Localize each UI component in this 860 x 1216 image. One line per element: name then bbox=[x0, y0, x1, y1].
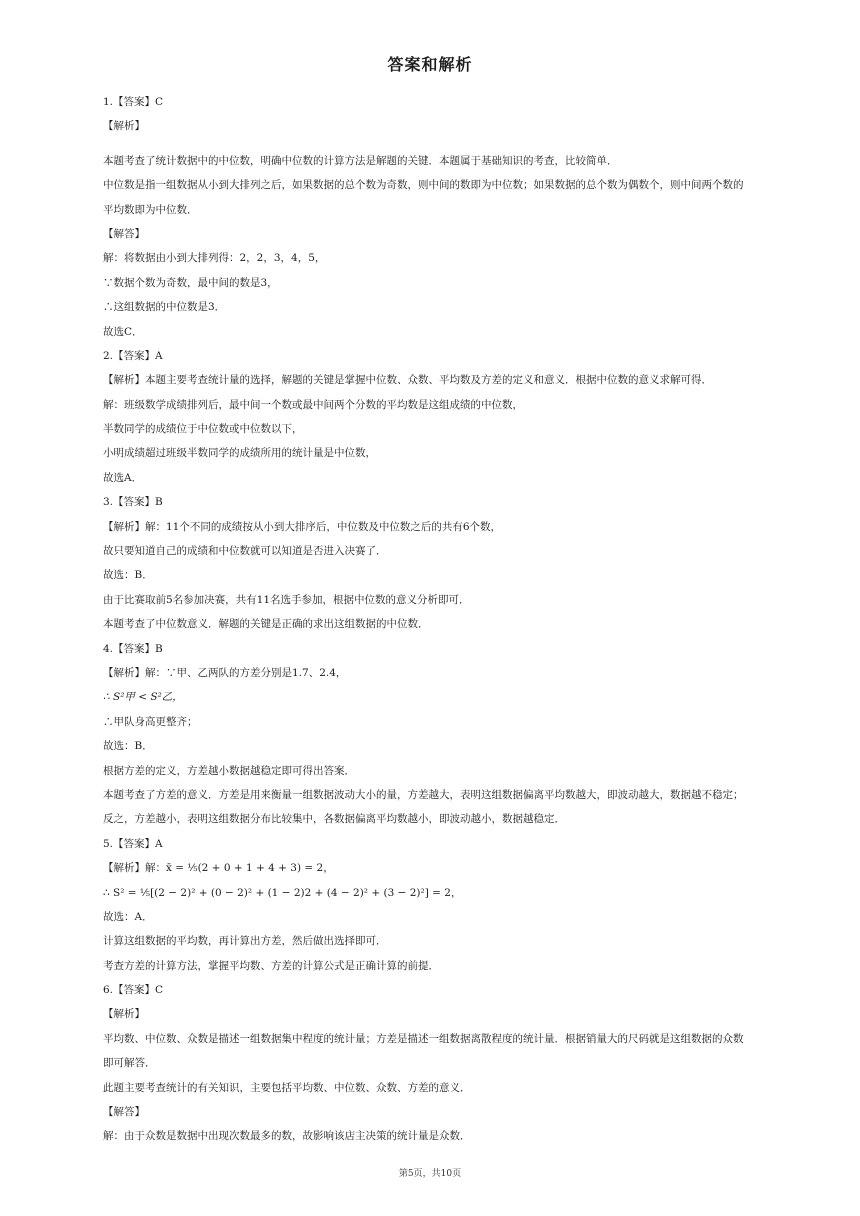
variance-formula: ∴ S² = ⅕[(2 − 2)² + (0 − 2)² + (1 − 2)2 + (4 − 2)² + (3 − 2)²] = 2， bbox=[103, 886, 462, 899]
analysis-label: 【解析】 bbox=[103, 120, 145, 133]
text-line: ∴甲队身高更整齐； bbox=[103, 715, 198, 728]
answer-2-heading: 2.【答案】A bbox=[103, 349, 163, 362]
text-line: 中位数是指一组数据从小到大排列之后，如果数据的总个数为奇数，则中间的数即为中位数；如果数据的总个数为偶数个，则中间两个数的 bbox=[103, 179, 744, 192]
answer-6-heading: 6.【答案】C bbox=[103, 984, 164, 997]
mean-formula: 【解析】解：x̄ = ⅕(2 + 0 + 1 + 4 + 3) = 2， bbox=[103, 862, 334, 875]
text-line: ∴这组数据的中位数是3． bbox=[103, 301, 226, 314]
solution-label: 【解答】 bbox=[103, 227, 145, 240]
analysis-label: 【解析】 bbox=[103, 1008, 145, 1021]
text-line: 故只要知道自己的成绩和中位数就可以知道是否进入决赛了． bbox=[103, 545, 387, 558]
variance-inequality: ∴ S²甲 < S²乙， bbox=[103, 691, 183, 704]
text-line: 【解析】解：11个不同的成绩按从小到大排序后，中位数及中位数之后的共有6个数， bbox=[103, 520, 502, 533]
text-line: 考查方差的计算方法，掌握平均数、方差的计算公式是正确计算的前提． bbox=[103, 959, 439, 972]
text-line: 即可解答． bbox=[103, 1057, 156, 1070]
text-line: ∵数据个数为奇数，最中间的数是3， bbox=[103, 276, 278, 289]
text-line: 本题考查了统计数据中的中位数，明确中位数的计算方法是解题的关键．本题属于基础知识的考查，比较简单． bbox=[103, 154, 618, 167]
text-line: 平均数即为中位数． bbox=[103, 203, 198, 216]
text-line: 由于比赛取前5名参加决赛，共有11名选手参加，根据中位数的意义分析即可． bbox=[103, 593, 470, 606]
text-line: 小明成绩超过班级半数同学的成绩所用的统计量是中位数， bbox=[103, 447, 376, 460]
text-line: 故选：B． bbox=[103, 569, 153, 582]
text-line: 故选C． bbox=[103, 325, 143, 338]
text-line: 本题考查了方差的意义．方差是用来衡量一组数据波动大小的量，方差越大，表明这组数据偏离平均数越大，即波动越大，数据越不稳定； bbox=[103, 788, 744, 801]
answer-5-heading: 5.【答案】A bbox=[103, 837, 163, 850]
answer-content bbox=[103, 90, 763, 1149]
page-footer: 第5页，共10页 bbox=[398, 1169, 462, 1179]
text-line: 此题主要考查统计的有关知识，主要包括平均数、中位数、众数、方差的意义． bbox=[103, 1081, 471, 1094]
text-line: 半数同学的成绩位于中位数或中位数以下， bbox=[103, 423, 303, 436]
text-line: 反之，方差越小，表明这组数据分布比较集中，各数据偏离平均数越小，即波动越小，数据越稳定． bbox=[103, 813, 565, 826]
solution-label: 【解答】 bbox=[103, 1106, 145, 1119]
text-line: 计算这组数据的平均数，再计算出方差，然后做出选择即可． bbox=[103, 935, 387, 948]
text-line: 根据方差的定义，方差越小数据越稳定即可得出答案． bbox=[103, 764, 355, 777]
text-line: 【解析】解：∵甲、乙两队的方差分别是1.7、2.4， bbox=[103, 666, 347, 679]
text-line: 【解析】本题主要考查统计量的选择，解题的关键是掌握中位数、众数、平均数及方差的定义和意义．根据中位数的意义求解可得． bbox=[103, 374, 712, 387]
text-line: 故选：B． bbox=[103, 740, 153, 753]
page-title: 答案和解析 bbox=[387, 55, 473, 74]
text-line: 故选：A． bbox=[103, 910, 153, 923]
text-line: 故选A． bbox=[103, 471, 143, 484]
answer-4-heading: 4.【答案】B bbox=[103, 642, 163, 655]
text-line: 解：班级数学成绩排列后，最中间一个数或最中间两个分数的平均数是这组成绩的中位数， bbox=[103, 398, 523, 411]
answer-1-heading: 1.【答案】C bbox=[103, 96, 164, 108]
text-line: 解：由于众数是数据中出现次数最多的数，故影响该店主决策的统计量是众数． bbox=[103, 1130, 471, 1143]
text-line: 平均数、中位数、众数是描述一组数据集中程度的统计量；方差是描述一组数据离散程度的统计量．根据销量大的尺码就是这组数据的众数 bbox=[103, 1032, 744, 1045]
text-line: 本题考查了中位数意义．解题的关键是正确的求出这组数据的中位数． bbox=[103, 618, 429, 631]
text-line: 解：将数据由小到大排列得：2，2，3，4，5， bbox=[103, 252, 326, 265]
answer-3-heading: 3.【答案】B bbox=[103, 496, 163, 509]
